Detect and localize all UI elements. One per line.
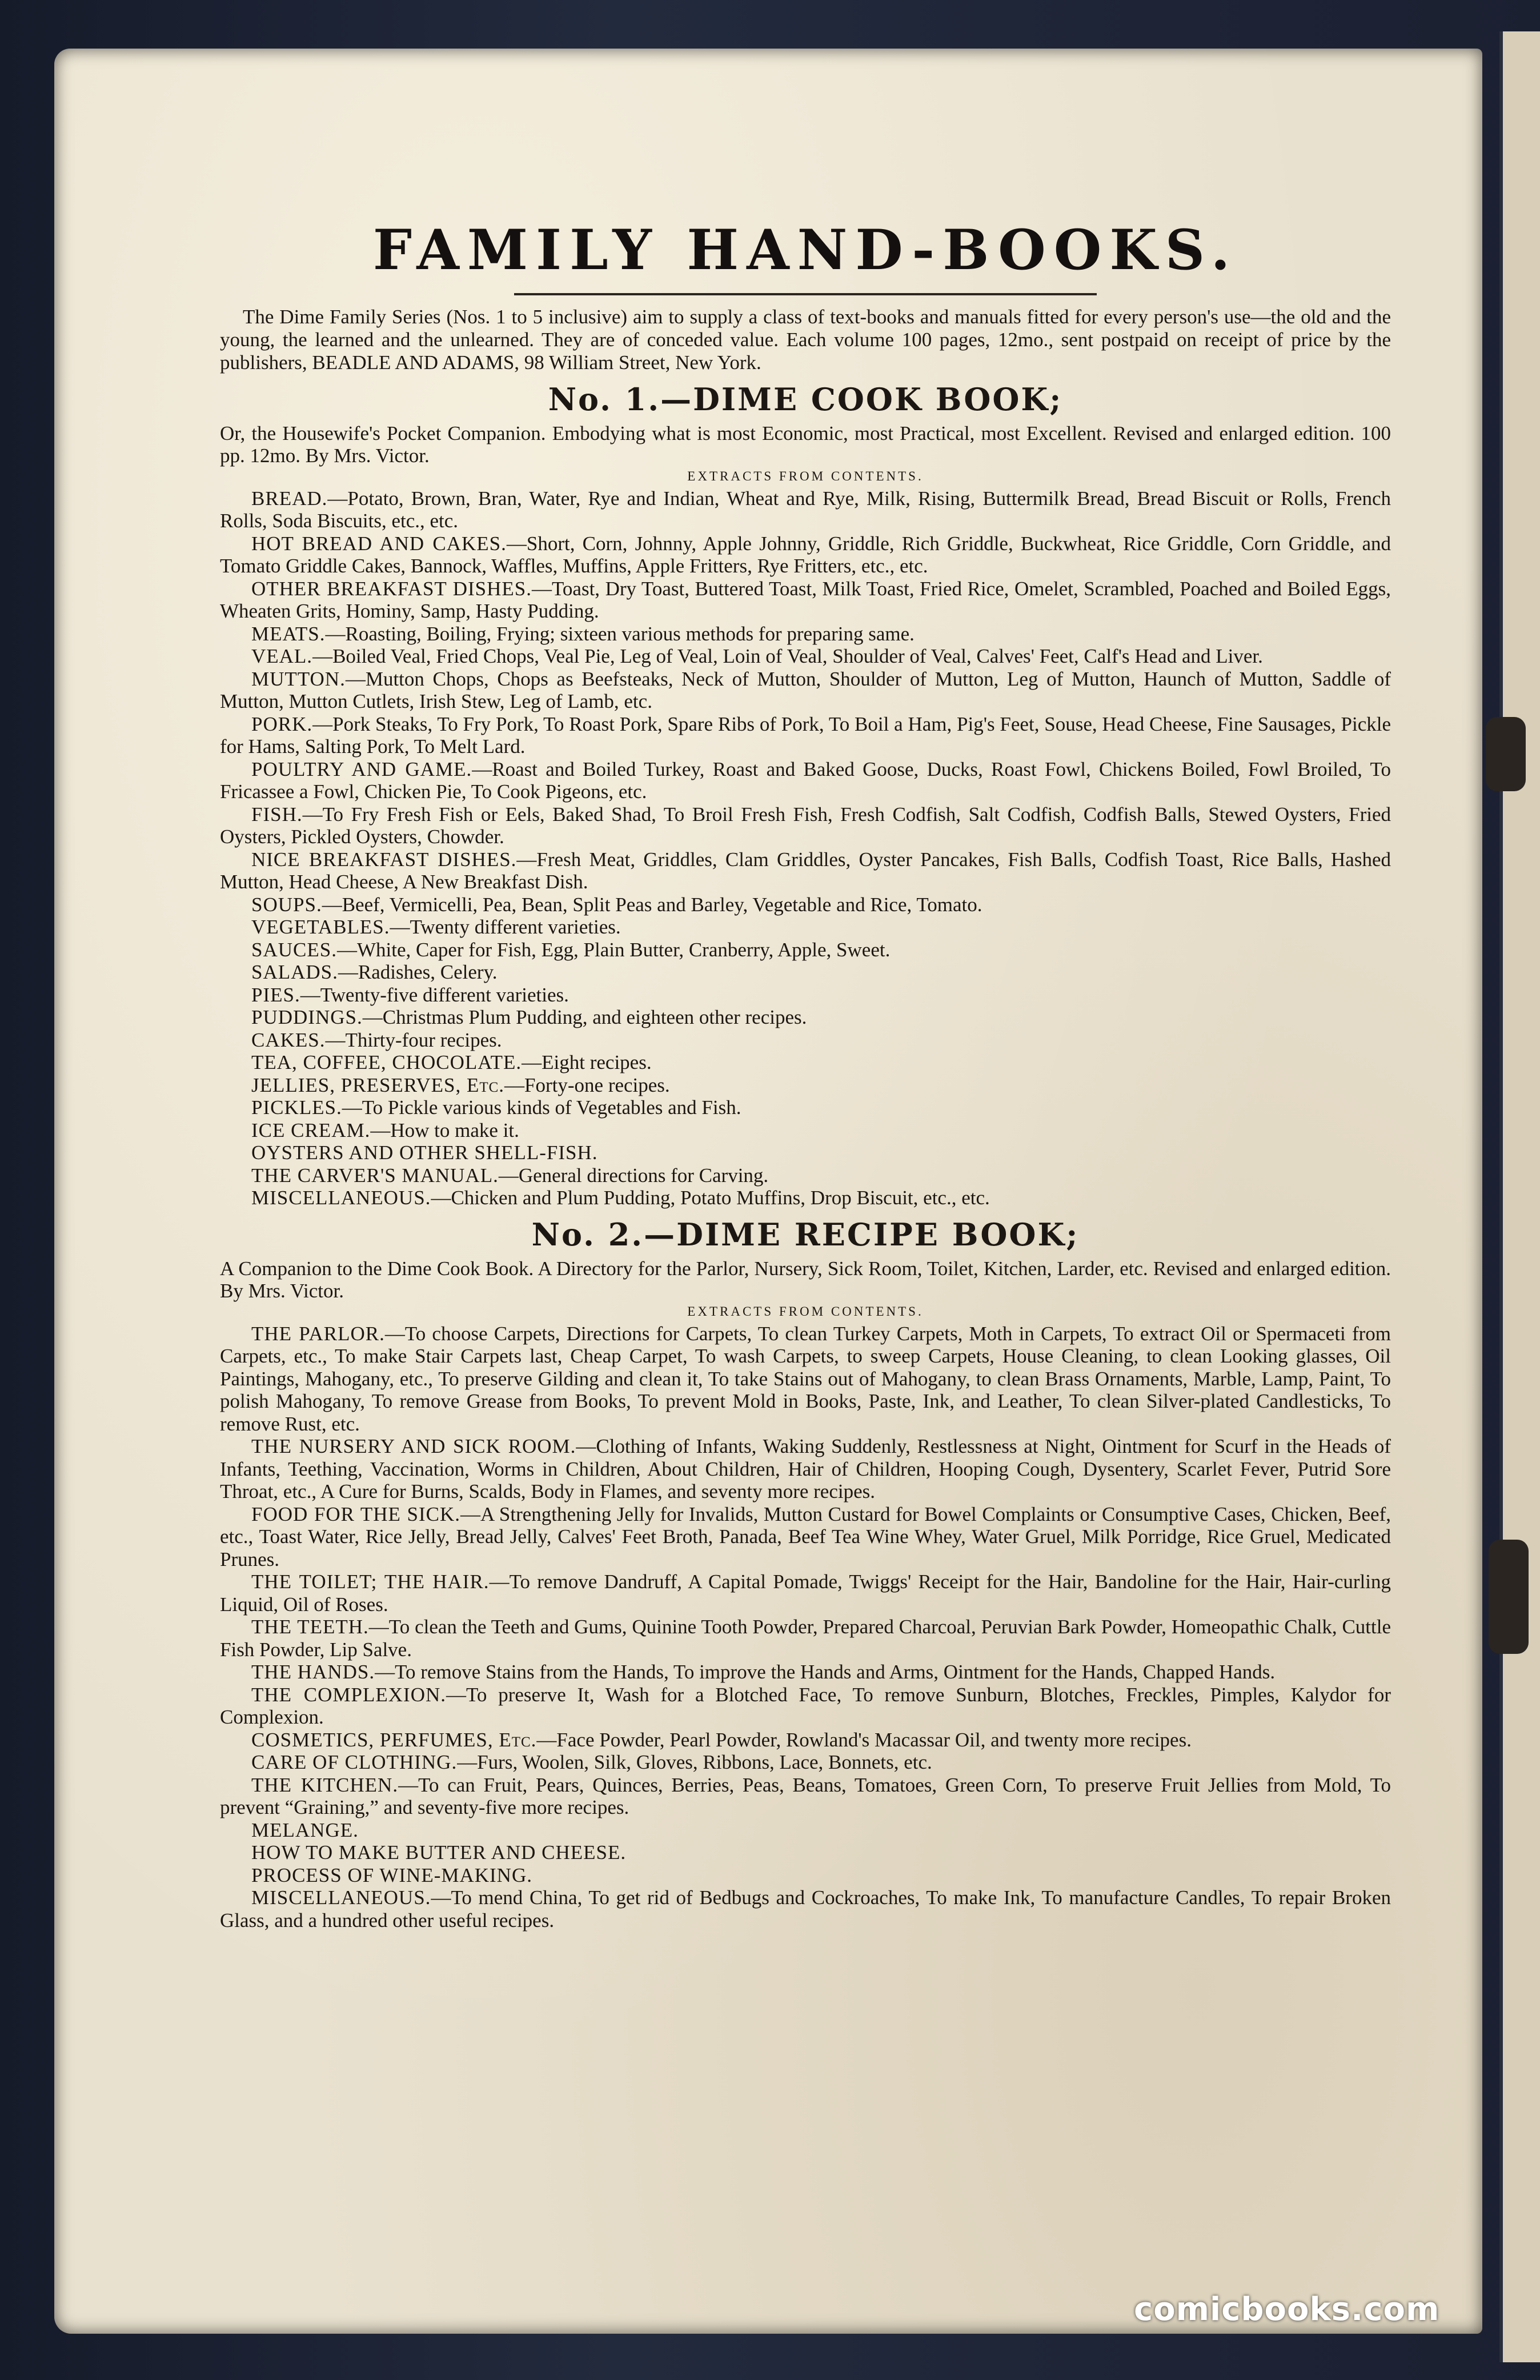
entry-heading: JELLIES, PRESERVES, Etc. bbox=[251, 1073, 505, 1096]
entry-text: —To preserve It, Wash for a Blotched Face, To remove Sunburn, Blotches, Freckles, Pimples, Kalydor for Complexion. bbox=[220, 1683, 1391, 1729]
contents-entry bbox=[220, 645, 1391, 668]
entry-heading: BREAD. bbox=[251, 487, 328, 510]
entry-text: —Mutton Chops, Chops as Beefsteaks, Neck of Mutton, Shoulder of Mutton, Leg of Mutton, Haunch of Mutton, Saddle of Mutton, Mutton Cutlets, Irish Stew, Leg of Lamb, etc. bbox=[220, 667, 1391, 713]
entry-heading: THE HANDS. bbox=[251, 1661, 375, 1684]
contents-entry bbox=[220, 758, 1391, 803]
entry-heading: PUDDINGS. bbox=[251, 1006, 363, 1029]
entry-heading: COSMETICS, PERFUMES, Etc. bbox=[251, 1728, 537, 1751]
contents-entry bbox=[220, 803, 1391, 848]
entry-text: —To Fry Fresh Fish or Eels, Baked Shad, To Broil Fresh Fish, Fresh Codfish, Salt Codfish, Codfish Balls, Stewed Oysters, Fried Oysters, Pickled Oysters, Chowder. bbox=[220, 803, 1391, 848]
contents-entry bbox=[220, 1751, 1391, 1774]
contents-entry bbox=[220, 1119, 1391, 1142]
entry-text: —Eight recipes. bbox=[522, 1051, 652, 1074]
entry-heading: THE KITCHEN. bbox=[251, 1773, 399, 1796]
contents-entry bbox=[220, 939, 1391, 961]
contents-entry bbox=[220, 893, 1391, 916]
entry-heading: SOUPS. bbox=[251, 893, 322, 916]
book-2-section bbox=[220, 1216, 1391, 1932]
book-2-contents-list bbox=[220, 1323, 1391, 1932]
entry-heading: MUTTON. bbox=[251, 667, 346, 690]
contents-entry bbox=[220, 1074, 1391, 1097]
entry-heading: VEAL. bbox=[251, 645, 313, 668]
entry-heading: FOOD FOR THE SICK. bbox=[251, 1502, 460, 1525]
entry-text: —To can Fruit, Pears, Quinces, Berries, Peas, Beans, Tomatoes, Green Corn, To preserve Fruit Jellies from Mold, To prevent “Graining,” and seventy-five more recipes. bbox=[220, 1773, 1391, 1819]
entry-text: —Short, Corn, Johnny, Apple Johnny, Griddle, Rich Griddle, Buckwheat, Rice Griddle, Corn Griddle, and Tomato Griddle Cakes, Bannock, Waffles, Muffins, Apple Fritters, Rye Fritters, etc., etc. bbox=[220, 532, 1391, 578]
contents-entry bbox=[220, 578, 1391, 623]
contents-entry bbox=[220, 1503, 1391, 1571]
masthead-rule bbox=[514, 293, 1097, 295]
book-2-extracts-label: EXTRACTS FROM CONTENTS. bbox=[687, 1304, 924, 1319]
entry-text: —How to make it. bbox=[370, 1119, 519, 1141]
page bbox=[54, 49, 1482, 2334]
watermark-logo: comicbooks.com bbox=[1134, 2291, 1440, 2328]
contents-entry bbox=[220, 1051, 1391, 1074]
contents-entry bbox=[220, 1864, 1391, 1887]
entry-text: —Roast and Boiled Turkey, Roast and Baked Goose, Ducks, Roast Fowl, Chickens Boiled, Fowl Broiled, To Fricassee a Fowl, Chicken Pie, To Cook Pigeons, etc. bbox=[220, 758, 1391, 803]
contents-entry bbox=[220, 1729, 1391, 1752]
contents-entry bbox=[220, 1187, 1391, 1209]
contents-entry bbox=[220, 1141, 1391, 1164]
entry-text: —Fresh Meat, Griddles, Clam Griddles, Oyster Pancakes, Fish Balls, Codfish Toast, Rice Balls, Hashed Mutton, Head Cheese, A New Breakfast Dish. bbox=[220, 848, 1391, 893]
entry-text: —Roasting, Boiling, Frying; sixteen various methods for preparing same. bbox=[325, 622, 915, 645]
entry-text: —Twenty-five different varieties. bbox=[300, 983, 569, 1006]
entry-text: —To remove Stains from the Hands, To improve the Hands and Arms, Ointment for the Hands, Chapped Hands. bbox=[375, 1661, 1276, 1684]
contents-entry bbox=[220, 1435, 1391, 1503]
entry-heading: MELANGE. bbox=[251, 1818, 359, 1841]
contents-entry bbox=[220, 1616, 1391, 1661]
masthead-title: FAMILY HAND-BOOKS. bbox=[372, 218, 1238, 282]
entry-text: —Face Powder, Pearl Powder, Rowland's Macassar Oil, and twenty more recipes. bbox=[536, 1728, 1192, 1751]
entry-heading: THE TOILET; THE HAIR. bbox=[251, 1570, 490, 1593]
entry-text: —Chicken and Plum Pudding, Potato Muffins, Drop Biscuit, etc., etc. bbox=[431, 1187, 990, 1209]
entry-heading: PORK. bbox=[251, 712, 313, 735]
entry-heading: PROCESS OF WINE-MAKING. bbox=[251, 1864, 532, 1886]
entry-text: —To mend China, To get rid of Bedbugs and Cockroaches, To make Ink, To manufacture Candles, To repair Broken Glass, and a hundred other useful recipes. bbox=[220, 1886, 1391, 1932]
entry-text: —To clean the Teeth and Gums, Quinine Tooth Powder, Prepared Charcoal, Peruvian Bark Powder, Homeopathic Chalk, Cuttle Fish Powder, Lip Salve. bbox=[220, 1616, 1391, 1661]
entry-text: —White, Caper for Fish, Egg, Plain Butter, Cranberry, Apple, Sweet. bbox=[336, 938, 891, 961]
adjacent-page-edge bbox=[1499, 31, 1540, 2362]
entry-text: —General directions for Carving. bbox=[498, 1164, 769, 1187]
entry-text: —To choose Carpets, Directions for Carpets, To clean Turkey Carpets, Moth in Carpets, To extract Oil or Spermaceti from Carpets, etc., To make Stair Carpets last, Cheap Carpet, To wash Carpets, to sweep Carpets, House Cleaning, to clean Looking glasses, Oil Paintings, Mahogany, etc., To preserve Gilding and clean it, To take Stains out of Mahogany, to clean Brass Ornaments, Marble, Lamp, Paint, To polish Mahogany, To remove Grease from Books, To prevent Mold in Books, Paste, Ink, and Leather, To clean Silver-plated Candlesticks, To remove Rust, etc. bbox=[220, 1322, 1391, 1435]
entry-heading: OTHER BREAKFAST DISHES. bbox=[251, 577, 532, 600]
contents-entry bbox=[220, 984, 1391, 1007]
binding-hole-lower bbox=[1489, 1540, 1529, 1654]
contents-entry bbox=[220, 668, 1391, 713]
entry-heading: THE CARVER'S MANUAL. bbox=[251, 1164, 499, 1187]
entry-heading: CARE OF CLOTHING. bbox=[251, 1751, 458, 1774]
entry-text: —Beef, Vermicelli, Pea, Bean, Split Peas and Barley, Vegetable and Rice, Tomato. bbox=[322, 893, 982, 916]
entry-text: —Thirty-four recipes. bbox=[325, 1028, 502, 1051]
entry-heading: MEATS. bbox=[251, 622, 326, 645]
binding-hole-upper bbox=[1486, 717, 1526, 791]
entry-heading: MISCELLANEOUS. bbox=[251, 1187, 431, 1209]
entry-text: —Christmas Plum Pudding, and eighteen other recipes. bbox=[362, 1006, 807, 1029]
entry-text: —Radishes, Celery. bbox=[338, 961, 498, 984]
entry-heading: THE PARLOR. bbox=[251, 1322, 385, 1345]
book-1-title: No. 1.—DIME COOK BOOK; bbox=[548, 380, 1063, 418]
entry-heading: NICE BREAKFAST DISHES. bbox=[251, 848, 517, 871]
contents-entry bbox=[220, 916, 1391, 939]
entry-heading: FISH. bbox=[251, 803, 303, 826]
intro-paragraph: The Dime Family Series (Nos. 1 to 5 inclusive) aim to supply a class of text-books and manuals fitted for every person's use—the old and the young, the learned and the unlearned. They are of conceded value. Each volume 100 pages, 12mo., sent postpaid on receipt of price by the publishers, BEADLE AND ADAMS, 98 William Street, New York. bbox=[220, 305, 1391, 374]
contents-entry bbox=[220, 1819, 1391, 1842]
contents-entry bbox=[220, 487, 1391, 532]
book-1-contents-list bbox=[220, 487, 1391, 1209]
entry-heading: HOT BREAD AND CAKES. bbox=[251, 532, 507, 555]
entry-heading: MISCELLANEOUS. bbox=[251, 1886, 431, 1909]
entry-heading: TEA, COFFEE, CHOCOLATE. bbox=[251, 1051, 522, 1074]
book-2-description: A Companion to the Dime Cook Book. A Directory for the Parlor, Nursery, Sick Room, Toilet, Kitchen, Larder, etc. Revised and enlarged edition. By Mrs. Victor. bbox=[220, 1257, 1391, 1302]
book-1-section bbox=[220, 381, 1391, 1209]
entry-text: —Clothing of Infants, Waking Suddenly, Restlessness at Night, Ointment for Scurf in the Heads of Infants, Teething, Vaccination, Worms in Children, About Children, Hair of Children, Hooping Cough, Dysentery, Scarlet Fever, Putrid Sore Throat, etc., A Cure for Burns, Scalds, Body in Flames, and seventy more recipes. bbox=[220, 1435, 1391, 1503]
page-content bbox=[220, 220, 1391, 1932]
contents-entry bbox=[220, 1774, 1391, 1819]
contents-entry bbox=[220, 1661, 1391, 1684]
contents-entry bbox=[220, 1841, 1391, 1864]
contents-entry bbox=[220, 961, 1391, 984]
entry-text: —Forty-one recipes. bbox=[504, 1073, 670, 1096]
entry-heading: THE NURSERY AND SICK ROOM. bbox=[251, 1435, 576, 1458]
contents-entry bbox=[220, 848, 1391, 893]
entry-text: —Toast, Dry Toast, Buttered Toast, Milk Toast, Fried Rice, Omelet, Scrambled, Poached and Boiled Eggs, Wheaten Grits, Hominy, Samp, Hasty Pudding. bbox=[220, 577, 1391, 623]
book-1-extracts-label: EXTRACTS FROM CONTENTS. bbox=[687, 468, 924, 483]
entry-text: —Furs, Woolen, Silk, Gloves, Ribbons, Lace, Bonnets, etc. bbox=[457, 1751, 932, 1774]
entry-heading: ICE CREAM. bbox=[251, 1119, 371, 1141]
entry-heading: THE COMPLEXION. bbox=[251, 1683, 446, 1706]
entry-text: —Potato, Brown, Bran, Water, Rye and Indian, Wheat and Rye, Milk, Rising, Buttermilk Bread, Bread Biscuit or Rolls, French Rolls, Soda Biscuits, etc., etc. bbox=[220, 487, 1391, 532]
entry-heading: PIES. bbox=[251, 983, 300, 1006]
contents-entry bbox=[220, 1006, 1391, 1029]
contents-entry bbox=[220, 532, 1391, 578]
entry-heading: POULTRY AND GAME. bbox=[251, 758, 472, 780]
entry-text: —A Strengthening Jelly for Invalids, Mutton Custard for Bowel Complaints or Consumptive Cases, Chicken, Beef, etc., Toast Water, Rice Jelly, Bread Jelly, Calves' Feet Broth, Panada, Beef Tea Wine Whey, Water Gruel, Milk Porridge, Rice Gruel, Medicated Prunes. bbox=[220, 1502, 1391, 1570]
contents-entry bbox=[220, 713, 1391, 758]
entry-heading: CAKES. bbox=[251, 1028, 326, 1051]
book-1-description: Or, the Housewife's Pocket Companion. Embodying what is most Economic, most Practical, most Excellent. Revised and enlarged edition. 100 pp. 12mo. By Mrs. Victor. bbox=[220, 422, 1391, 467]
contents-entry bbox=[220, 1164, 1391, 1187]
contents-entry bbox=[220, 1886, 1391, 1932]
entry-heading: VEGETABLES. bbox=[251, 916, 390, 939]
contents-entry bbox=[220, 623, 1391, 646]
entry-text: —To Pickle various kinds of Vegetables and Fish. bbox=[342, 1096, 741, 1119]
entry-text: —Boiled Veal, Fried Chops, Veal Pie, Leg of Veal, Loin of Veal, Shoulder of Veal, Calves' Feet, Calf's Head and Liver. bbox=[312, 645, 1263, 668]
entry-text: —Twenty different varieties. bbox=[390, 916, 621, 939]
entry-heading: PICKLES. bbox=[251, 1096, 342, 1119]
contents-entry bbox=[220, 1570, 1391, 1616]
contents-entry bbox=[220, 1323, 1391, 1436]
entry-heading: HOW TO MAKE BUTTER AND CHEESE. bbox=[251, 1841, 627, 1864]
book-2-title: No. 2.—DIME RECIPE BOOK; bbox=[531, 1216, 1080, 1253]
entry-heading: THE TEETH. bbox=[251, 1616, 369, 1638]
contents-entry bbox=[220, 1029, 1391, 1052]
entry-heading: OYSTERS AND OTHER SHELL-FISH. bbox=[251, 1141, 598, 1164]
entry-text: —To remove Dandruff, A Capital Pomade, Twiggs' Receipt for the Hair, Bandoline for the Hair, Hair-curling Liquid, Oil of Roses. bbox=[220, 1570, 1391, 1616]
entry-heading: SALADS. bbox=[251, 961, 338, 984]
entry-text: —Pork Steaks, To Fry Pork, To Roast Pork, Spare Ribs of Pork, To Boil a Ham, Pig's Feet, Souse, Head Cheese, Fine Sausages, Pickle for Hams, Salting Pork, To Melt Lard. bbox=[220, 712, 1391, 758]
contents-entry bbox=[220, 1096, 1391, 1119]
entry-heading: SAUCES. bbox=[251, 938, 337, 961]
contents-entry bbox=[220, 1684, 1391, 1729]
